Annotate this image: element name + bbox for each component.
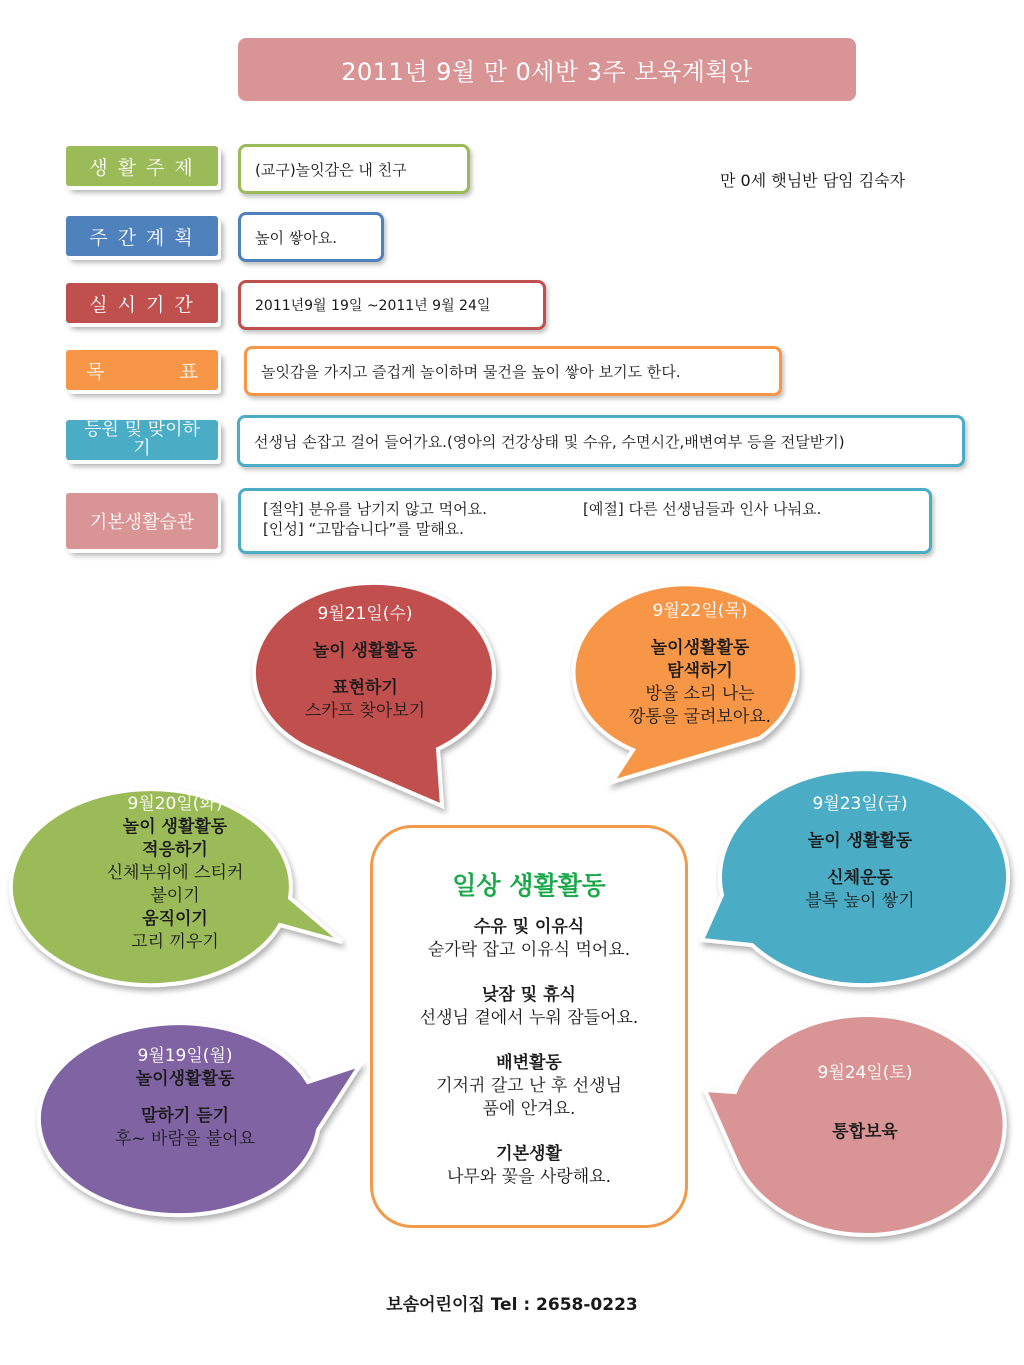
day-tue-desc-1a: 신체부위에 스티커 <box>106 862 244 883</box>
value-goal: 놀잇감을 가지고 즐겁게 놀이하며 물건을 높이 쌓아 보기도 한다. <box>244 346 782 396</box>
label-habits: 기본생활습관 <box>66 493 218 549</box>
day-thu-area: 탐색하기 <box>667 660 733 681</box>
day-fri <box>760 793 960 913</box>
habit-saving: [절약] 분유를 남기지 않고 먹어요. <box>263 500 487 518</box>
day-wed-desc: 스카프 찾아보기 <box>304 700 426 721</box>
habit-manners: [예절] 다른 선생님들과 인사 나눠요. <box>583 500 822 518</box>
day-sat-activity: 통합보육 <box>832 1121 898 1142</box>
day-wed-date: 9월21일(수) <box>317 604 413 624</box>
label-arrival-text: 등원 및 맞이하기 <box>84 419 200 459</box>
daily-item-toilet <box>373 1052 685 1121</box>
day-tue-area-2: 움직이기 <box>142 908 208 929</box>
day-fri-date: 9월23일(금) <box>812 794 908 814</box>
daily-item-feeding-heading: 수유 및 이유식 <box>473 917 585 937</box>
daily-item-nap-heading: 낮잠 및 휴식 <box>482 984 576 1005</box>
day-tue <box>80 793 270 954</box>
day-mon-activity: 놀이생활활동 <box>135 1068 235 1089</box>
day-thu-activity: 놀이생활활동 <box>650 637 750 658</box>
teacher-info: 만 0세 햇님반 담임 김숙자 <box>720 171 906 190</box>
day-thu-desc-2: 깡통을 굴려보아요. <box>628 706 772 727</box>
label-weekly-plan: 주 간 계 획 <box>66 216 218 256</box>
daily-item-toilet-text-1: 기저귀 갈고 난 후 선생님 <box>436 1075 622 1096</box>
day-mon <box>80 1045 290 1151</box>
page-title: 2011년 9월 만 0세반 3주 보육계획안 <box>238 38 856 101</box>
label-life-theme: 생 활 주 제 <box>66 146 218 186</box>
day-wed <box>270 603 460 723</box>
day-thu-date: 9월22일(목) <box>652 601 748 621</box>
daily-item-toilet-text-2: 품에 안겨요. <box>482 1098 576 1119</box>
day-tue-area-1: 적응하기 <box>142 839 208 860</box>
label-goal-right: 표 <box>179 360 198 383</box>
daily-item-feeding-text: 숟가락 잡고 이유식 먹어요. <box>427 939 631 960</box>
day-tue-date: 9월20일(화) <box>127 794 223 814</box>
daily-item-feeding <box>373 916 685 962</box>
day-fri-desc: 블록 높이 쌓기 <box>805 890 915 911</box>
day-fri-activity: 놀이 생활활동 <box>807 830 913 851</box>
day-tue-desc-1b: 붙이기 <box>150 885 200 906</box>
footer-contact: 보솜어린이집 Tel : 2658-0223 <box>386 1295 638 1315</box>
habit-character: [인성] “고맙습니다”를 말해요. <box>263 520 464 539</box>
daily-item-basic-text: 나무와 꽃을 사랑해요. <box>446 1166 611 1187</box>
daily-activities-box <box>370 825 688 1228</box>
value-arrival: 선생님 손잡고 걸어 들어가요.(영아의 건강상태 및 수유, 수면시간,배변여부 등을 전달받기) <box>237 415 965 467</box>
day-sat <box>770 1062 960 1144</box>
day-mon-desc: 후~ 바람을 불어요 <box>114 1128 255 1149</box>
day-thu-desc-1: 방울 소리 나는 <box>645 683 755 704</box>
day-wed-activity: 놀이 생활활동 <box>312 640 418 661</box>
day-tue-desc-2: 고리 끼우기 <box>131 931 219 952</box>
daily-item-toilet-heading: 배변활동 <box>496 1052 562 1073</box>
daily-item-basic-heading: 기본생활 <box>496 1143 562 1164</box>
daily-title: 일상 생활활동 <box>452 871 606 900</box>
day-tue-activity: 놀이 생활활동 <box>122 816 228 837</box>
day-wed-area: 표현하기 <box>332 677 398 698</box>
day-sat-date: 9월24일(토) <box>817 1063 913 1083</box>
day-mon-date: 9월19일(월) <box>137 1046 233 1066</box>
value-period: 2011년9월 19일 ~2011년 9월 24일 <box>238 280 546 330</box>
value-life-theme: (교구)놀잇감은 내 친구 <box>238 144 470 194</box>
label-period: 실 시 기 간 <box>66 283 218 323</box>
daily-item-basic <box>373 1143 685 1189</box>
value-weekly-plan: 높이 쌓아요. <box>238 212 384 262</box>
label-goal-left: 목 <box>86 360 105 383</box>
daily-item-nap <box>373 984 685 1030</box>
day-fri-area: 신체운동 <box>827 867 893 888</box>
day-thu <box>590 600 810 729</box>
day-mon-area: 말하기 듣기 <box>140 1105 230 1126</box>
daily-item-nap-text: 선생님 곁에서 누워 잠들어요. <box>419 1007 639 1028</box>
